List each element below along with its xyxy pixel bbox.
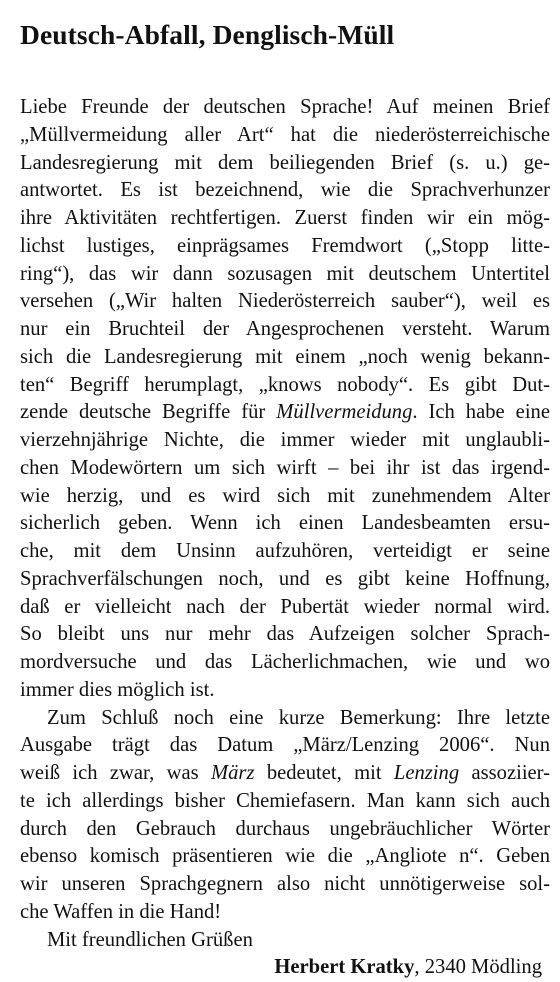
text-segment: antwortet. Es ist bezeichnend, wie die Sprachverhunzer xyxy=(20,179,550,202)
text-line xyxy=(20,372,550,400)
text-segment: Liebe Freunde der deutschen Sprache! Auf meinen Brief xyxy=(20,96,550,118)
text-segment: che, mit dem Unsinn aufzuhören, verteidigt er seine xyxy=(20,540,550,562)
text-segment: Zum Schluß noch eine kurze Bemerkung: Ihre letzte xyxy=(47,706,550,729)
closing-line xyxy=(20,927,550,955)
letter-page xyxy=(20,18,550,979)
text-line xyxy=(20,899,550,927)
text-segment: ebenso komisch präsentieren wie die „Angliote n“. Geben xyxy=(20,845,550,868)
text-segment: bedeutet, mit xyxy=(254,762,394,784)
signature-place: , 2340 Mödling xyxy=(414,956,542,979)
text-segment: Mit freundlichen Grüßen xyxy=(47,928,253,951)
italic-term: März xyxy=(210,762,255,784)
italic-term: Müllvermeidung xyxy=(276,401,413,424)
text-segment: chen Modewörtern um sich wirft – bei ihr ist das irgend- xyxy=(20,456,550,479)
text-segment: ihre Aktivitäten rechtfertigen. Zuerst finden wir ein mög- xyxy=(20,207,550,229)
text-line xyxy=(20,483,550,511)
text-line xyxy=(20,538,550,566)
text-segment: sich die Landesregierung mit einem „noch wenig bekann- xyxy=(20,345,550,368)
text-segment: lichst lustiges, einprägsames Fremdwort („Stopp litte- xyxy=(20,234,550,257)
text-line xyxy=(20,150,550,178)
text-line xyxy=(20,816,550,844)
text-segment: vierzehnjährige Nichte, die immer wieder mit unglaubli- xyxy=(20,429,550,451)
text-segment: weiß ich zwar, was xyxy=(20,762,211,784)
text-line xyxy=(20,510,550,538)
text-line xyxy=(20,205,550,233)
text-line xyxy=(20,843,550,871)
text-segment: Landesregierung mit dem beiliegenden Brief (s. u.) ge- xyxy=(20,151,550,174)
text-segment: zende deutsche Begriffe für xyxy=(20,401,277,424)
text-line xyxy=(20,649,550,677)
text-line xyxy=(20,760,550,788)
text-segment: nur ein Bruchteil der Angesprochenen versteht. Warum xyxy=(20,318,550,340)
text-line xyxy=(20,621,550,649)
text-line xyxy=(20,871,550,899)
text-line xyxy=(20,288,550,316)
text-segment: ten“ Begriff herumplagt, „knows nobody“. Es gibt Dut- xyxy=(20,373,550,396)
text-segment: versehen („Wir halten Niederösterreich sauber“), weil es xyxy=(20,290,550,313)
text-segment: „Müllvermeidung aller Art“ hat die niederösterreichische xyxy=(20,123,550,146)
text-segment: sicherlich geben. Wenn ich einen Landesbeamten ersu- xyxy=(20,512,550,535)
text-line xyxy=(20,399,550,427)
text-segment: daß er vielleicht nach der Pubertät wieder normal wird. xyxy=(20,595,550,618)
text-segment: Sprachverfälschungen noch, und es gibt keine Hoffnung, xyxy=(20,567,550,590)
text-line xyxy=(20,705,550,733)
text-segment: che Waffen in die Hand! xyxy=(20,900,222,923)
text-line xyxy=(20,94,550,122)
text-segment: wir unseren Sprachgegnern also nicht unnötigerweise sol- xyxy=(20,873,550,895)
text-segment: mordversuche und das Lächerlichmachen, wie und wo xyxy=(20,651,550,673)
text-line xyxy=(20,677,550,705)
text-line xyxy=(20,732,550,760)
text-line xyxy=(20,594,550,622)
letter-title: Deutsch-Abfall, Denglisch-Müll xyxy=(20,19,395,50)
text-line xyxy=(20,122,550,150)
text-segment: durch den Gebrauch durchaus ungebräuchlicher Wörter xyxy=(20,817,550,840)
letter-body xyxy=(20,94,550,982)
text-line xyxy=(20,455,550,483)
text-line xyxy=(20,788,550,816)
signature xyxy=(20,954,550,982)
text-segment: ring“), das wir dann sozusagen mit deutschem Untertitel xyxy=(20,262,550,285)
text-segment: Ausgabe trägt das Datum „März/Lenzing 2006“. Nun xyxy=(20,734,550,757)
text-segment: assoziier- xyxy=(459,762,550,784)
text-line xyxy=(20,566,550,594)
text-segment: te ich allerdings bisher Chemiefasern. Man kann sich auch xyxy=(20,789,550,812)
text-line xyxy=(20,316,550,344)
text-line xyxy=(20,233,550,261)
text-segment: wie herzig, und es wird sich mit zunehmendem Alter xyxy=(20,484,550,507)
text-segment: immer dies möglich ist. xyxy=(20,678,215,701)
text-line xyxy=(20,344,550,372)
italic-term: Lenzing xyxy=(393,762,460,784)
text-line xyxy=(20,427,550,455)
signature-name: Herbert Kratky xyxy=(274,956,415,979)
text-line xyxy=(20,177,550,205)
text-line xyxy=(20,261,550,289)
text-segment: . Ich habe eine xyxy=(412,401,550,424)
text-segment: So bleibt uns nur mehr das Aufzeigen solcher Sprach- xyxy=(20,623,550,646)
